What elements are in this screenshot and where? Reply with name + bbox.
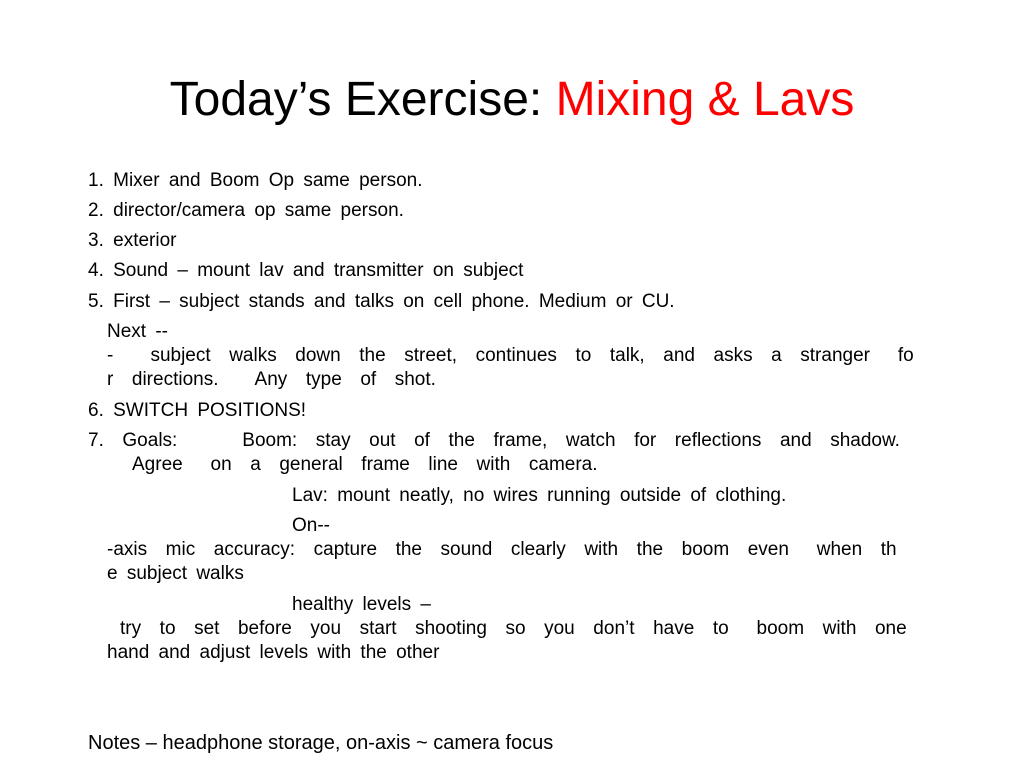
list-item-7-boom-cont: Agree on a general frame line with camera.: [132, 454, 598, 475]
list-item-7-levels-cont: hand and adjust levels with the other: [107, 642, 440, 663]
list-item-5-next: Next --: [107, 321, 168, 342]
list-item-6: 6. SWITCH POSITIONS!: [88, 400, 307, 421]
title-main: Today’s Exercise:: [169, 73, 556, 126]
slide-title: [0, 68, 1024, 132]
slide-notes: Notes – headphone storage, on-axis ~ camera focus: [88, 732, 554, 754]
list-item-1: 1. Mixer and Boom Op same person.: [88, 170, 423, 191]
list-item-2: 2. director/camera op same person.: [88, 200, 404, 221]
list-item-4: 4. Sound – mount lav and transmitter on subject: [88, 260, 524, 281]
list-item-5: 5. First – subject stands and talks on cell phone. Medium or CU.: [88, 291, 675, 312]
list-item-7: 7. Goals: Boom: stay out of the frame, watch for reflections and shadow.: [88, 430, 900, 451]
list-item-5-detail-cont: r directions. Any type of shot.: [107, 369, 436, 390]
list-item-7-levels: healthy levels –: [292, 594, 431, 615]
list-item-3: 3. exterior: [88, 230, 177, 251]
list-item-7-levels-detail: try to set before you start shooting so you don’t have to boom with one: [120, 618, 907, 639]
list-item-7-onaxis: On--: [292, 515, 330, 536]
list-item-7-onaxis-detail: -axis mic accuracy: capture the sound clearly with the boom even when th: [107, 539, 897, 560]
title-accent: Mixing & Lavs: [555, 73, 855, 126]
list-item-7-lav: Lav: mount neatly, no wires running outside of clothing.: [292, 485, 787, 506]
list-item-5-detail: - subject walks down the street, continues to talk, and asks a stranger fo: [107, 345, 914, 366]
list-item-7-onaxis-cont: e subject walks: [107, 563, 244, 584]
